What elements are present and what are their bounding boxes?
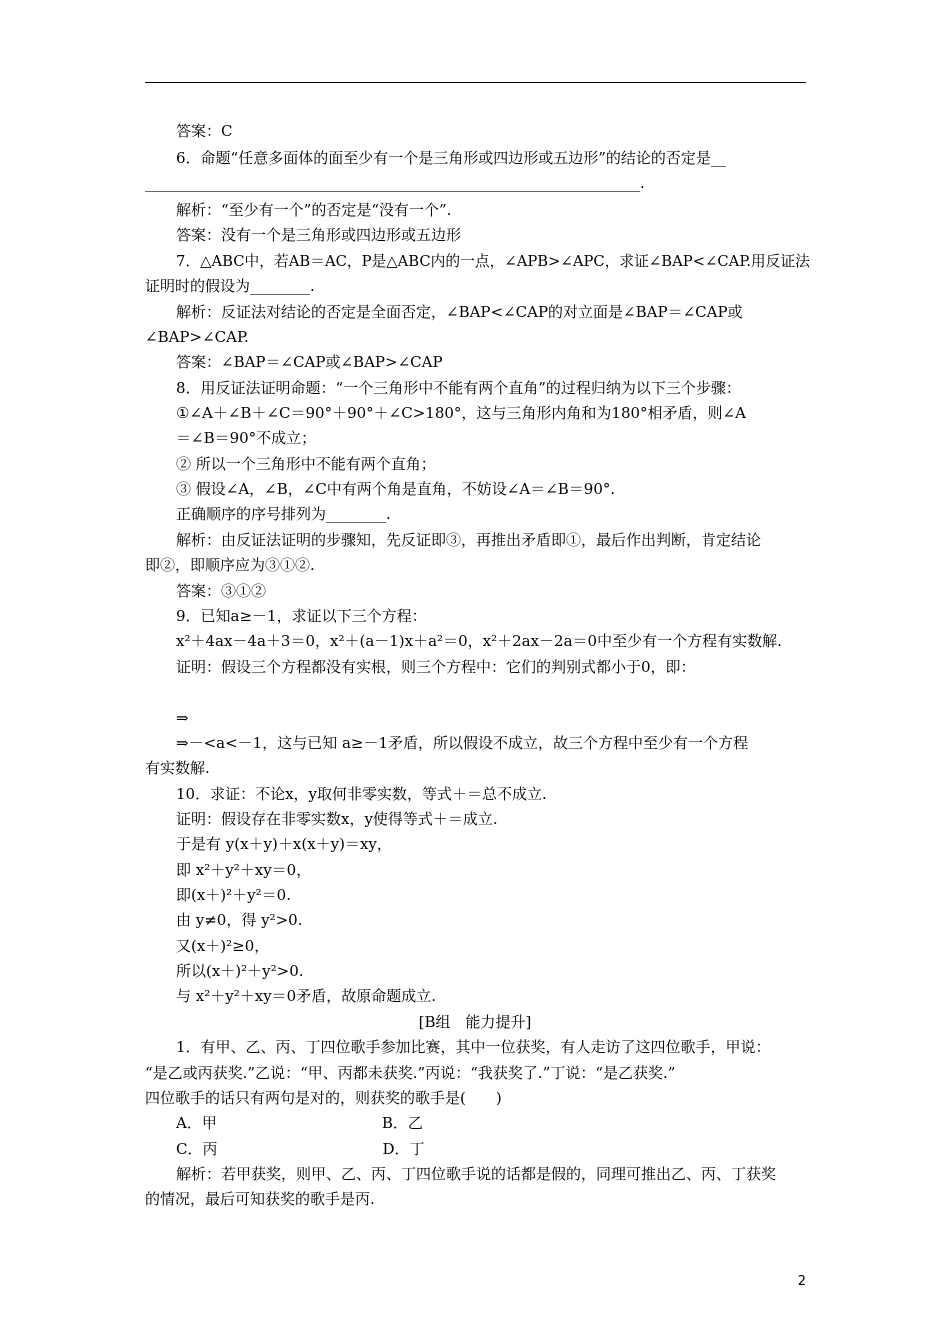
section-b-heading: [B组 能力提升] [418,1013,532,1031]
problem-8-step-2: ② 所以一个三角形中不能有两个直角； [176,455,436,473]
problem-10-proof-3: 即 x²＋y²＋xy＝0， [176,861,312,879]
problem-8-analysis: 解析：由反证法证明的步骤知，先反证即③，再推出矛盾即①，最后作出判断，肯定结论 [176,531,762,549]
problem-8-step-1: ①∠A＋∠B＋∠C＝90°＋90°＋∠C>180°，这与三角形内角和为180°相矛盾，则∠A [176,404,746,422]
problem-10-proof-8: 与 x²＋y²＋xy＝0矛盾，故原命题成立. [176,987,436,1005]
problem-7-analysis-cont: ∠BAP>∠CAP. [145,328,249,346]
problem-7-answer: 答案：∠BAP＝∠CAP或∠BAP>∠CAP [176,353,443,371]
problem-10-proof-2: 于是有 y(x＋y)＋x(x＋y)＝xy， [176,835,392,853]
problem-9-implies: ⇒ [176,709,189,727]
problem-8-answer: 答案：③①② [176,582,267,600]
problem-6-blank: __________________________________________________________________. [145,174,645,192]
problem-9-stem: 9．已知a≥－1，求证以下三个方程： [176,607,427,625]
problem-6-answer: 答案：没有一个是三角形或四边形或五边形 [176,226,462,244]
problem-8-analysis-cont: 即②，即顺序应为③①②. [145,556,315,574]
problem-8-question: 正确顺序的序号排列为________. [176,505,391,523]
problem-9-contradiction: ⇒－<a<－1，这与已知 a≥－1矛盾，所以假设不成立，故三个方程中至少有一个方程 [176,734,749,752]
problem-8-step-1-cont: ＝∠B＝90°不成立； [176,429,317,447]
problem-8-stem: 8．用反证法证明命题：“一个三角形中不能有两个直角”的过程归纳为以下三个步骤： [176,379,741,397]
problem-10-proof-4: 即(x＋)²＋y²＝0. [176,886,291,904]
problem-8-step-3: ③ 假设∠A，∠B，∠C中有两个角是直角，不妨设∠A＝∠B＝90°. [176,480,616,498]
problem-6-analysis: 解析：“至少有一个”的否定是“没有一个”. [176,201,452,219]
problem-9-equations: x²＋4ax－4a＋3＝0，x²＋(a－1)x＋a²＝0，x²＋2ax－2a＝0中至少有一个方程有实数解. [176,632,782,650]
problem-7-stem: 7．△ABC中，若AB＝AC，P是△ABC内的一点，∠APB>∠APC，求证∠BAP<∠CAP.用反证法 [176,252,810,270]
problem-b1-analysis: 解析：若甲获奖，则甲、乙、丙、丁四位歌手说的话都是假的，同理可推出乙、丙、丁获奖 [176,1165,777,1183]
problem-b1-question: 四位歌手的话只有两句是对的，则获奖的歌手是( ) [145,1089,502,1107]
problem-9-proof: 证明：假设三个方程都没有实根，则三个方程中：它们的判别式都小于0，即： [176,658,696,676]
problem-10-proof-7: 所以(x＋)²＋y²>0. [176,962,304,980]
problem-b1-stem: 1．有甲、乙、丙、丁四位歌手参加比赛，其中一位获奖，有人走访了这四位歌手，甲说： [176,1038,771,1056]
problem-6-stem: 6．命题“任意多面体的面至少有一个是三角形或四边形或五边形”的结论的否定是__ [176,149,726,167]
problem-10-proof-5: 由 y≠0，得 y²>0. [176,911,303,929]
problem-b1-stem-cont: “是乙或丙获奖.”乙说：“甲、丙都未获奖.”丙说：“我获奖了.”丁说：“是乙获奖.” [145,1064,676,1082]
answer-line: 答案：C [176,122,233,140]
problem-10-proof-1: 证明：假设存在非零实数x，y使得等式＋＝成立. [176,810,498,828]
problem-10-stem: 10．求证：不论x，y取何非零实数，等式＋＝总不成立. [176,785,547,803]
problem-7-analysis: 解析：反证法对结论的否定是全面否定，∠BAP<∠CAP的对立面是∠BAP＝∠CAP或 [176,303,743,321]
problem-10-proof-6: 又(x＋)²≥0， [176,937,270,955]
problem-b1-analysis-cont: 的情况，最后可知获奖的歌手是丙. [145,1190,375,1208]
page-number: 2 [797,1274,806,1289]
problem-b1-options-cd: C．丙 D．丁 [176,1140,425,1158]
problem-7-blank: 证明时的假设为________. [145,277,315,295]
problem-9-conclusion: 有实数解. [145,759,210,777]
problem-b1-options-ab: A．甲 B．乙 [176,1114,423,1132]
